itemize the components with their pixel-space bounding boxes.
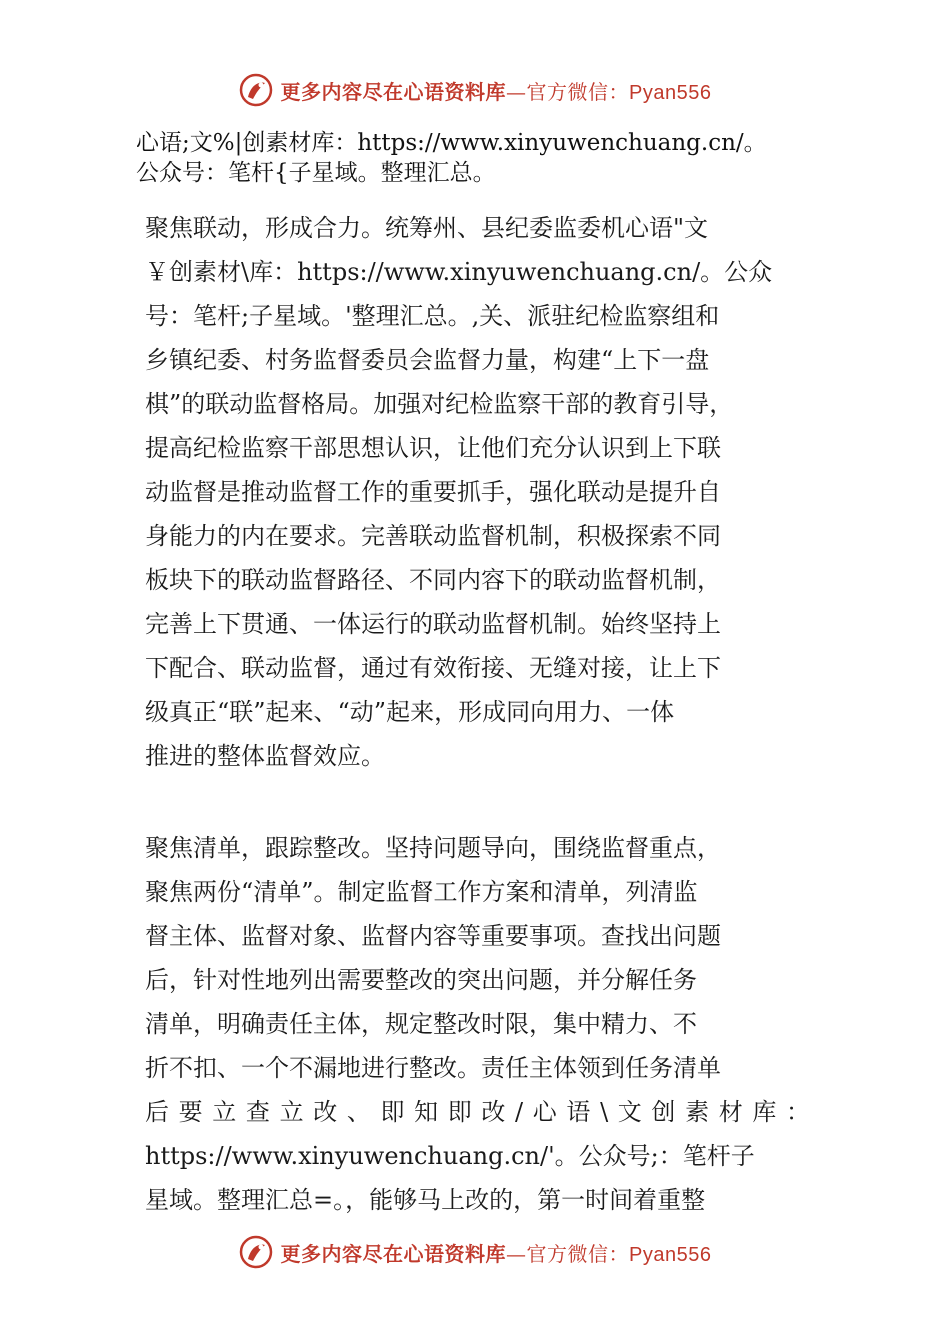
paragraph-line: 提高纪检监察干部思想认识，让他们充分认识到上下联	[145, 434, 721, 462]
paragraph-line: 棋”的联动监督格局。加强对纪检监察干部的教育引导，	[145, 390, 734, 418]
paragraph-line: https://www.xinyuwenchuang.cn/'。公众号;：笔杆子	[145, 1142, 755, 1170]
bottom-banner	[0, 1232, 950, 1272]
paragraph-line: 聚焦联动，形成合力。统筹州、县纪委监委机心语"文	[145, 214, 709, 242]
banner-wechat-label: 官方微信：	[526, 1241, 630, 1266]
banner-main: 更多内容尽在心语资料库	[280, 79, 507, 104]
paragraph-line: 督主体、监督对象、监督内容等重要事项。查找出问题	[145, 922, 721, 950]
paragraph-line: 清单，明确责任主体，规定整改时限，集中精力、不	[145, 1010, 697, 1038]
paragraph-1	[145, 206, 810, 778]
paragraph-line: 后，针对性地列出需要整改的突出问题，并分解任务	[145, 966, 697, 994]
top-banner	[0, 70, 950, 110]
banner-main: 更多内容尽在心语资料库	[280, 1241, 507, 1266]
paragraph-line: 板块下的联动监督路径、不同内容下的联动监督机制，	[145, 566, 721, 594]
paragraph-line: 动监督是推动监督工作的重要抓手，强化联动是提升自	[145, 478, 721, 506]
banner-text	[281, 76, 712, 105]
header-note-line: 公众号：笔杆{子星域。整理汇总。	[136, 160, 496, 186]
banner-wechat-label: 官方微信：	[526, 79, 630, 104]
banner-dash: —	[506, 79, 527, 104]
banner-dash: —	[506, 1241, 527, 1266]
paragraph-2	[145, 826, 810, 1222]
paragraph-line: 完善上下贯通、一体运行的联动监督机制。始终坚持上	[145, 610, 721, 638]
paragraph-line: 推进的整体监督效应。	[145, 742, 385, 770]
paragraph-line: 折不扣、一个不漏地进行整改。责任主体领到任务清单	[145, 1054, 721, 1082]
paragraph-line: 乡镇纪委、村务监督委员会监督力量，构建“上下一盘	[145, 346, 710, 374]
paragraph-line: 聚焦清单，跟踪整改。坚持问题导向，围绕监督重点，	[145, 834, 721, 862]
banner-text	[281, 1238, 712, 1267]
paragraph-line: 星域。整理汇总=。，能够马上改的，第一时间着重整	[145, 1186, 706, 1214]
paragraph-line: 身能力的内在要求。完善联动监督机制，积极探索不同	[145, 522, 721, 550]
paragraph-line: 聚焦两份“清单”。制定监督工作方案和清单，列清监	[145, 878, 698, 906]
paragraph-line: 号：笔杆;子星域。'整理汇总。,关、派驻纪检监察组和	[145, 302, 720, 330]
header-note-line: 心语;文%|创素材库：https://www.xinyuwenchuang.cn/。	[136, 130, 767, 156]
paragraph-line: 级真正“联”起来、“动”起来，形成同向用力、一体	[145, 698, 675, 726]
banner-handle: Pyan556	[629, 81, 712, 104]
header-note	[136, 128, 936, 188]
paragraph-line: 后要立查立改、即知即改/心语\文创素材库：	[145, 1098, 810, 1126]
paragraph-line: ￥创素材\库：https://www.xinyuwenchuang.cn/。公众	[145, 258, 773, 286]
banner-handle: Pyan556	[629, 1243, 712, 1266]
brand-logo-icon	[239, 73, 273, 107]
brand-logo-icon	[239, 1235, 273, 1269]
paragraph-line: 下配合、联动监督，通过有效衔接、无缝对接，让上下	[145, 654, 721, 682]
